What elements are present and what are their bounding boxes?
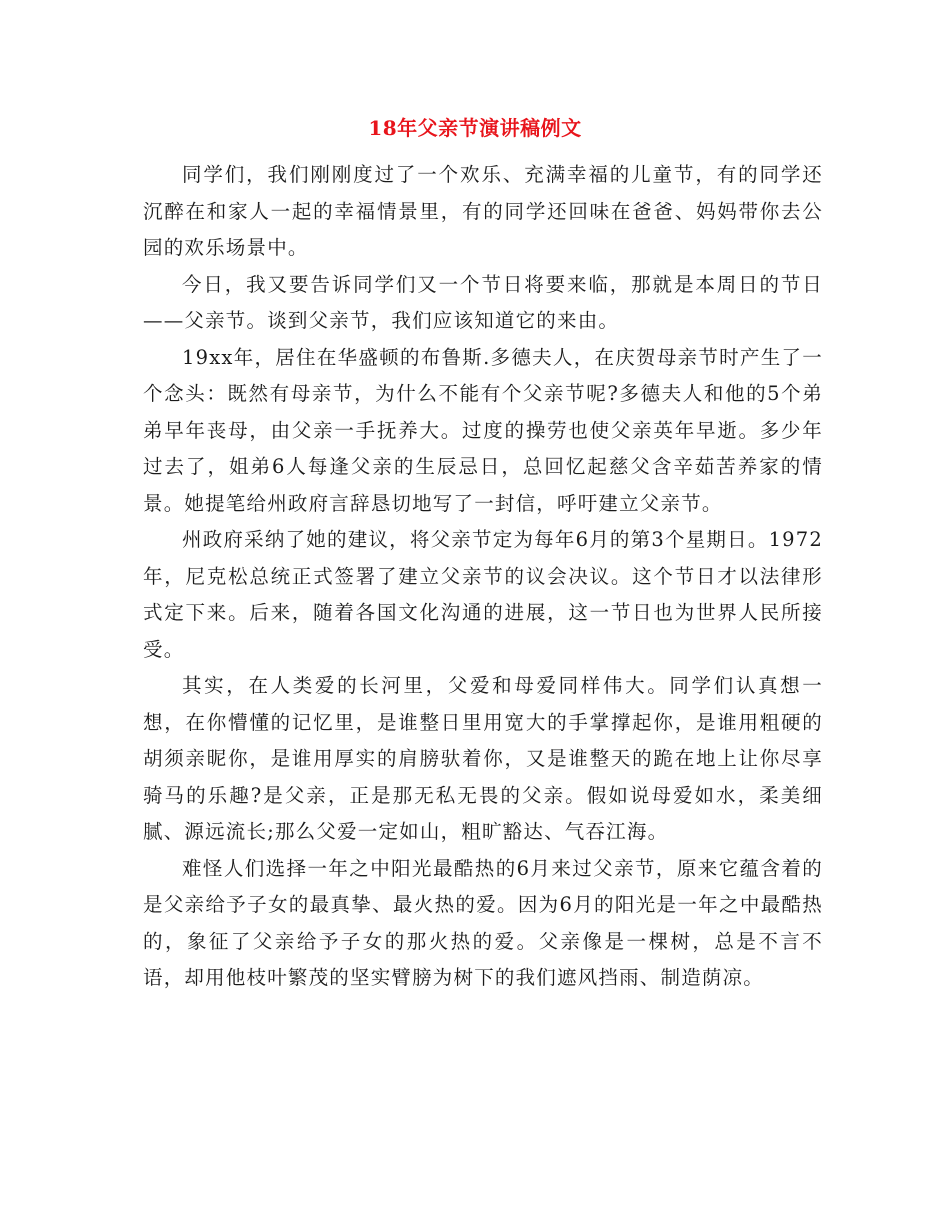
document-title: 18年父亲节演讲稿例文 bbox=[368, 116, 582, 140]
paragraph-1: 同学们，我们刚刚度过了一个欢乐、充满幸福的儿童节，有的同学还沉醉在和家人一起的幸福情景里，有的同学还回味在爸爸、妈妈带你去公园的欢乐场景中。 bbox=[143, 163, 823, 259]
paragraph-3: 19xx年，居住在华盛顿的布鲁斯.多德夫人，在庆贺母亲节时产生了一个念头：既然有母亲节，为什么不能有个父亲节呢?多德夫人和他的5个弟弟早年丧母，由父亲一手抚养大。过度的操劳也使父亲英年早逝。多少年过去了，姐弟6人每逢父亲的生辰忌日，总回忆起慈父含辛茹苦养家的情景。她提笔给州政府言辞恳切地写了一封信，呼吁建立父亲节。 bbox=[143, 345, 823, 515]
paragraph-4: 州政府采纳了她的建议，将父亲节定为每年6月的第3个星期日。1972年，尼克松总统正式签署了建立父亲节的议会决议。这个节日才以法律形式定下来。后来，随着各国文化沟通的进展，这一节日也为世界人民所接受。 bbox=[143, 528, 823, 661]
paragraph-6: 难怪人们选择一年之中阳光最酷热的6月来过父亲节，原来它蕴含着的是父亲给予子女的最真挚、最火热的爱。因为6月的阳光是一年之中最酷热的，象征了父亲给予子女的那火热的爱。父亲像是一棵树，总是不言不语，却用他枝叶繁茂的坚实臂膀为树下的我们遮风挡雨、制造荫凉。 bbox=[143, 856, 823, 989]
document-body bbox=[143, 157, 823, 997]
paragraph-5: 其实，在人类爱的长河里，父爱和母爱同样伟大。同学们认真想一想，在你懵懂的记忆里，是谁整日里用宽大的手掌撑起你，是谁用粗硬的胡须亲昵你，是谁用厚实的肩膀驮着你，又是谁整天的跪在地上让你尽享骑马的乐趣?是父亲，正是那无私无畏的父亲。假如说母爱如水，柔美细腻、源远流长;那么父爱一定如山，粗旷豁达、气吞江海。 bbox=[143, 674, 823, 843]
paragraph-2: 今日，我又要告诉同学们又一个节日将要来临，那就是本周日的节日——父亲节。谈到父亲节，我们应该知道它的来由。 bbox=[143, 272, 823, 332]
